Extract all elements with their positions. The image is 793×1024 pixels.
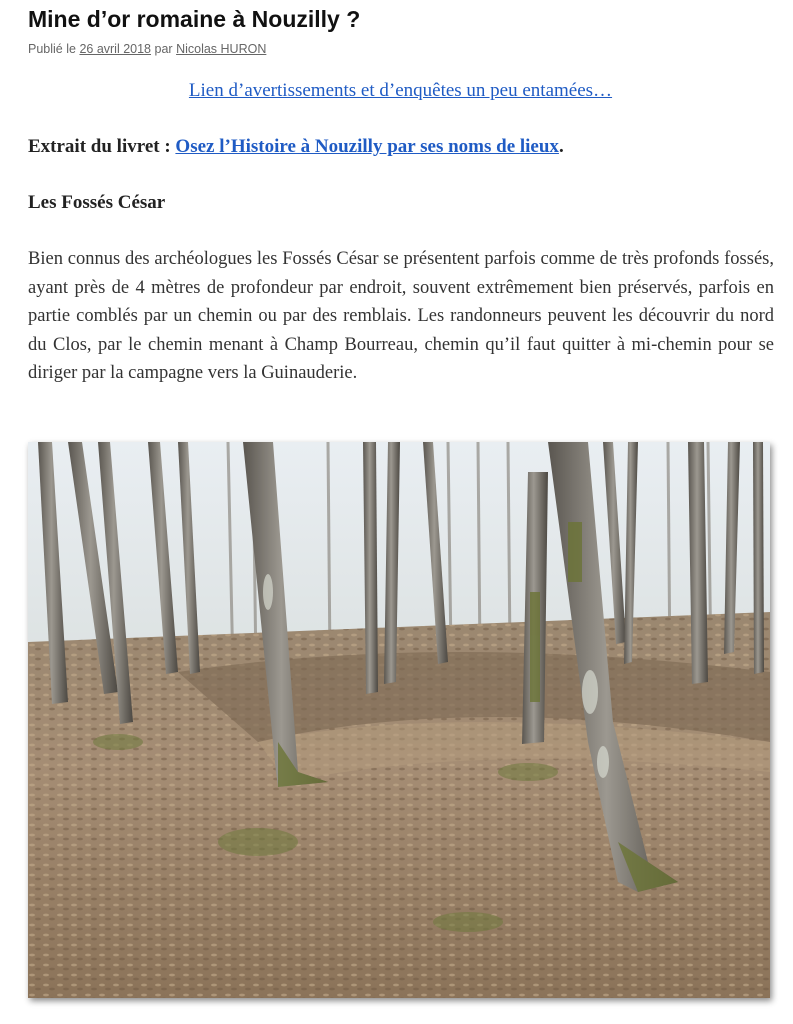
post-title: Mine d’or romaine à Nouzilly ?: [28, 6, 361, 32]
meta-prefix: Publié le: [28, 42, 76, 56]
forest-ditch-photo: [28, 442, 770, 998]
author-link[interactable]: Nicolas HURON: [176, 42, 267, 56]
warning-link[interactable]: Lien d’avertissements et d’enquêtes un peu entamées…: [188, 80, 613, 101]
meta-by: par: [154, 42, 173, 56]
section-heading: Les Fossés César: [28, 192, 166, 213]
warning-link-container: [0, 80, 793, 102]
post-date-link[interactable]: 26 avril 2018: [79, 42, 152, 56]
post-meta: [28, 42, 266, 56]
booklet-link[interactable]: Osez l’Histoire à Nouzilly par ses noms de lieux: [175, 136, 559, 157]
extract-line: [28, 136, 564, 158]
article-paragraph: Bien connus des archéologues les Fossés César se présentent parfois comme de très profonds fossés, ayant près de 4 mètres de profondeur par endroit, souvent extrêmement bien préservés, parfois en partie comblés par un chemin ou par des remblais. Les randonneurs peuvent les découvrir du nord du Clos, par le chemin menant à Champ Bourreau, chemin qu’il faut quitter à mi-chemin pour se diriger par la campagne vers la Guinauderie.: [28, 249, 774, 384]
extract-suffix: .: [558, 136, 564, 157]
extract-label: Extrait du livret :: [28, 136, 171, 157]
photo-illustration: [28, 442, 770, 998]
